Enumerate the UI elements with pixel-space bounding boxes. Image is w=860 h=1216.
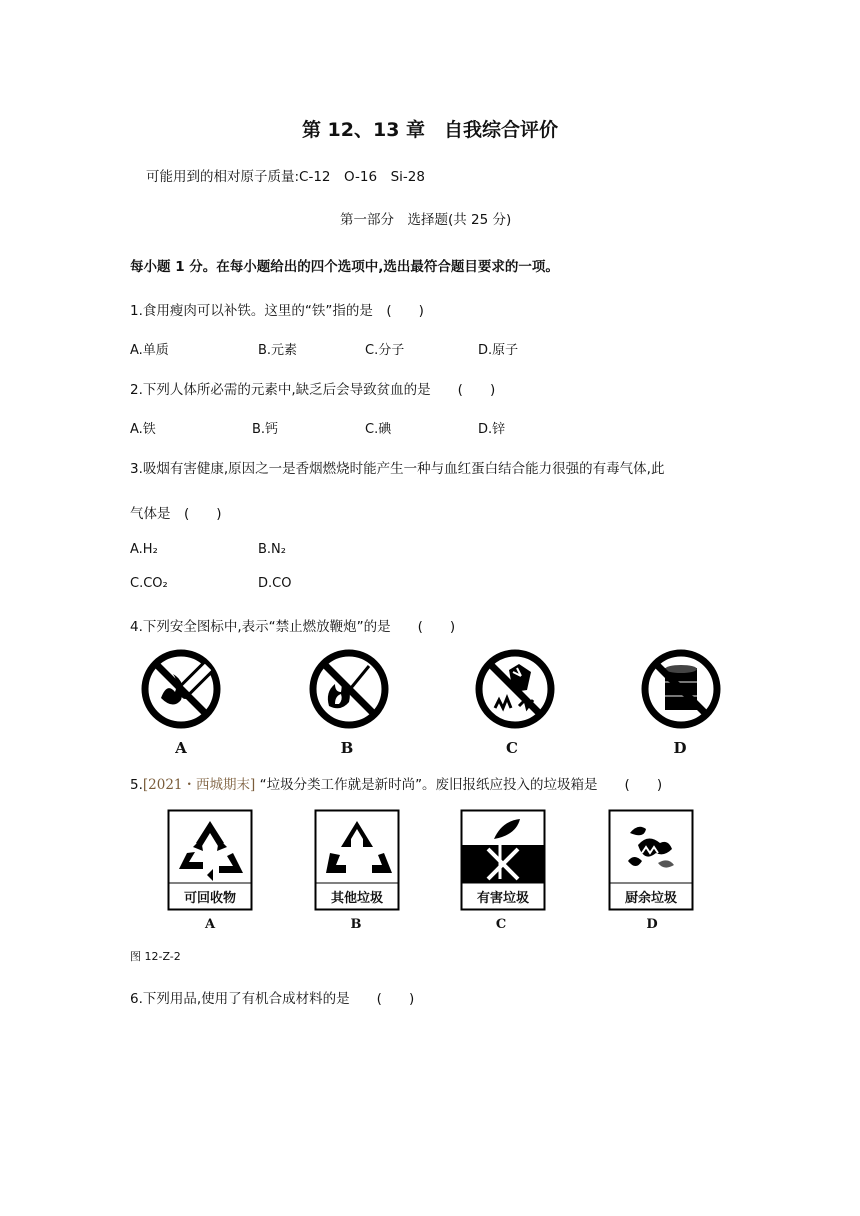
q4-label-a: A: [175, 739, 187, 757]
no-open-flame-icon: [307, 648, 391, 730]
q5-label-d: D: [646, 917, 658, 932]
no-fireworks-icon: [473, 648, 557, 730]
q2-option-a: A.铁: [130, 422, 156, 437]
question-5-stem: [130, 773, 662, 793]
q1-option-d: D.原子: [478, 343, 519, 358]
q2-option-c: C.碘: [365, 422, 392, 437]
no-barrel-icon: [639, 648, 723, 730]
q5-label-a: A: [204, 917, 216, 932]
q5-label-c: C: [495, 917, 507, 932]
question-1-stem: 1.食用瘦肉可以补铁。这里的“铁”指的是 ( ): [130, 303, 424, 319]
q1-option-a: A.单质: [130, 343, 169, 358]
bin-label-recyclable: 可回收物: [183, 891, 236, 906]
q5-label-b: B: [350, 917, 362, 932]
no-smoking-icon: [139, 648, 223, 730]
question-5-text: “垃圾分类工作就是新时尚”。废旧报纸应投入的垃圾箱是 ( ): [255, 777, 663, 793]
question-6-stem: 6.下列用品,使用了有机合成材料的是 ( ): [130, 991, 415, 1007]
question-4-stem: 4.下列安全图标中,表示“禁止燃放鞭炮”的是 ( ): [130, 619, 456, 635]
q2-option-b: B.钙: [252, 422, 279, 437]
bin-label-hazardous: 有害垃圾: [476, 891, 529, 906]
page-title: 第 12、13 章 自我综合评价: [301, 119, 559, 141]
figure-caption: 图 12-Z-2: [130, 950, 181, 963]
q3-option-c: C.CO₂: [130, 576, 168, 591]
atomic-mass-note: 可能用到的相对原子质量:C-12 O-16 Si-28: [146, 169, 425, 185]
q2-option-d: D.锌: [478, 422, 506, 437]
question-3-stem-line2: 气体是 ( ): [130, 506, 222, 522]
part-heading: 第一部分 选择题(共 25 分): [340, 212, 512, 228]
q3-option-a: A.H₂: [130, 542, 158, 557]
q1-option-c: C.分子: [365, 343, 405, 358]
bin-label-kitchen: 厨余垃圾: [624, 891, 677, 906]
q1-option-b: B.元素: [258, 343, 298, 358]
q4-label-c: C: [506, 739, 518, 757]
question-3-stem-line1: 3.吸烟有害健康,原因之一是香烟燃烧时能产生一种与血红蛋白结合能力很强的有毒气体,此: [130, 461, 665, 477]
question-2-stem: 2.下列人体所必需的元素中,缺乏后会导致贫血的是 ( ): [130, 382, 496, 398]
q4-label-b: B: [340, 739, 354, 757]
q3-option-b: B.N₂: [258, 542, 286, 557]
q4-label-d: D: [673, 739, 687, 757]
question-5-source: [2021・西城期末]: [142, 777, 256, 793]
question-5-number: 5.: [130, 777, 143, 793]
instruction: 每小题 1 分。在每小题给出的四个选项中,选出最符合题目要求的一项。: [130, 259, 559, 275]
bin-label-other: 其他垃圾: [330, 891, 383, 906]
q3-option-d: D.CO: [258, 576, 292, 591]
